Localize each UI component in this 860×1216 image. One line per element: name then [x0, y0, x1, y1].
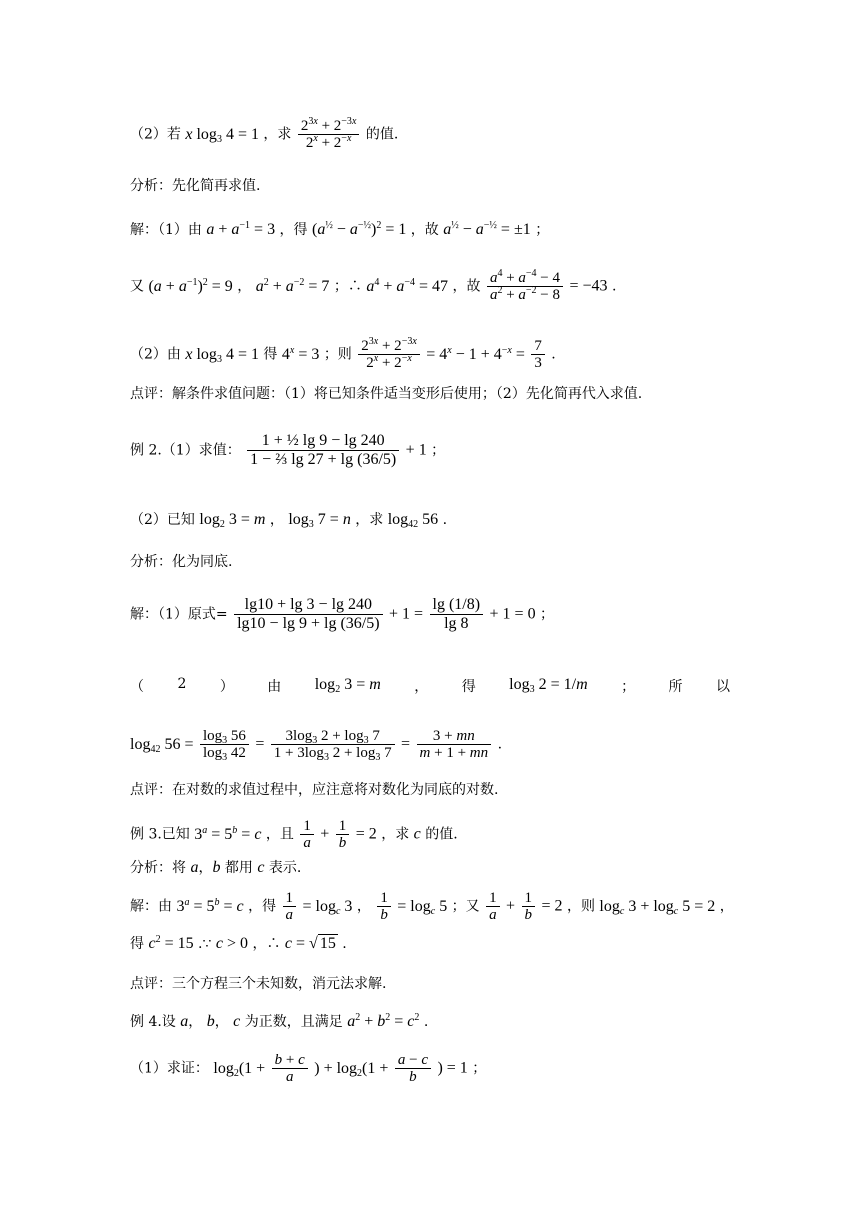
line-10: 解：（1）原式= $\frac{\lg 10 + \lg 3 - \lg 240}{\lg 10 - \lg 9 + \lg (36/5)}$ + 1 = $\frac{\lg (1/8)}{\lg 8}$ + 1 = 0 ； — [130, 596, 555, 632]
line-6-comment: 点评：解条件求值问题：（1）将已知条件适当变形后使用；（2）先化简再代入求值. — [130, 386, 643, 402]
line-19-example4: 例 4.设 a， b， c 为正数，且满足 $a^2 + b^2 = c^2$ . — [130, 1012, 429, 1030]
line-3-solution: 解：（1）由 $a + a^{-1} = 3$ ，得 $(a^{\frac{1}{2}} - a^{-\frac{1}{2}})^2 = 1$ ，故 $a^{\frac{1}{2}} - a^{-\frac{1}{2}} = \pm 1$ ； — [130, 220, 550, 238]
line-1: （2）若 x $\log_3 4 = 1$ ，求 $\frac{2^{3x} + 2^{-3x}}{2^x + 2^{-x}}$ 的值. — [130, 116, 399, 151]
line-13-comment: 点评：在对数的求值过程中，应注意将对数化为同底的对数. — [130, 782, 499, 798]
line-20: （1）求证： $\log_2(1$ + $\frac{b + c}{a}$ ) + $\log_2(1$ + $\frac{a - c}{b}$ ) = 1 ； — [130, 1052, 487, 1085]
line-11: （ 2 ） 由 $\log_2 3 = m$ ， 得 $\log_3 2 = 1/m$ ； 所 以 — [130, 676, 730, 695]
line-17: 得 $c^2 = 15$ .∵ c > 0 ，∴ c = √ 15 . — [130, 934, 347, 952]
line-18-comment: 点评：三个方程三个未知数，消元法求解. — [130, 976, 387, 992]
fraction-expression: $\frac{2^{3x} + 2^{-3x}}{2^x + 2^{-x}}$ — [298, 118, 360, 151]
line-12: $\log_{42} 56$ = $\frac{\log_3 56}{\log_3 42}$ = $\frac{3\log_3 2 + \log_3 7}{1 + 3\log_3 2 + \log_3 7}$ = $\frac{3 + mn}{m + 1 + mn}$ . — [130, 728, 503, 763]
line-15-analysis: 分析：将 a，b 都用 c 表示. — [130, 859, 302, 876]
line-14-example3: 例 3.已知 $3^a = 5^b = c$ ，且 $\frac{1}{a}$ + $\frac{1}{b}$ = 2 ，求 c 的值. — [130, 818, 458, 851]
math-condition: x $\log_3 4 = 1$ — [185, 125, 259, 145]
line-9-analysis: 分析：化为同底. — [130, 554, 233, 570]
line-8: （2）已知 $\log_2 3 = m$ ， $\log_3 7 = n$ ，求 $\log_{42} 56$ . — [130, 511, 448, 530]
line-2-analysis: 分析：先化简再求值. — [130, 178, 261, 194]
line-4: 又 $(a + a^{-1})^2 = 9$ ， $a^2 + a^{-2} = 7$ ；∴ $a^4 + a^{-4} = 47$ ，故 $\frac{a^4 + a^{-4} - 4}{a^2 + a^{-2} - 8}$ = −43 . — [130, 268, 617, 303]
line-7-example2: 例 2.（1）求值： $\frac{\text{1 + ½ lg 9 − lg 240}}{\text{1 − ⅔ lg 27 + lg (36/5)}}$ + 1 ； — [130, 432, 446, 468]
line-5: （2）由 x $\log_3 4 = 1$ 得 $4^x = 3$ ；则 $\frac{2^{3x} + 2^{-3x}}{2^x + 2^{-x}}$ = $4^x - 1 + 4^{-x}$ = $\frac{7}{3}$ . — [130, 336, 556, 371]
line-16: 解：由 $3^a = 5^b = c$ ，得 $\frac{1}{a}$ = $\log_c 3$ ， $\frac{1}{b}$ = $\log_c 5$ ；又 $\frac{1}{a}$ + $\frac{1}{b}$ = 2 ，则 $\log_c 3 + \log_c 5 = 2$ ， — [130, 890, 734, 923]
